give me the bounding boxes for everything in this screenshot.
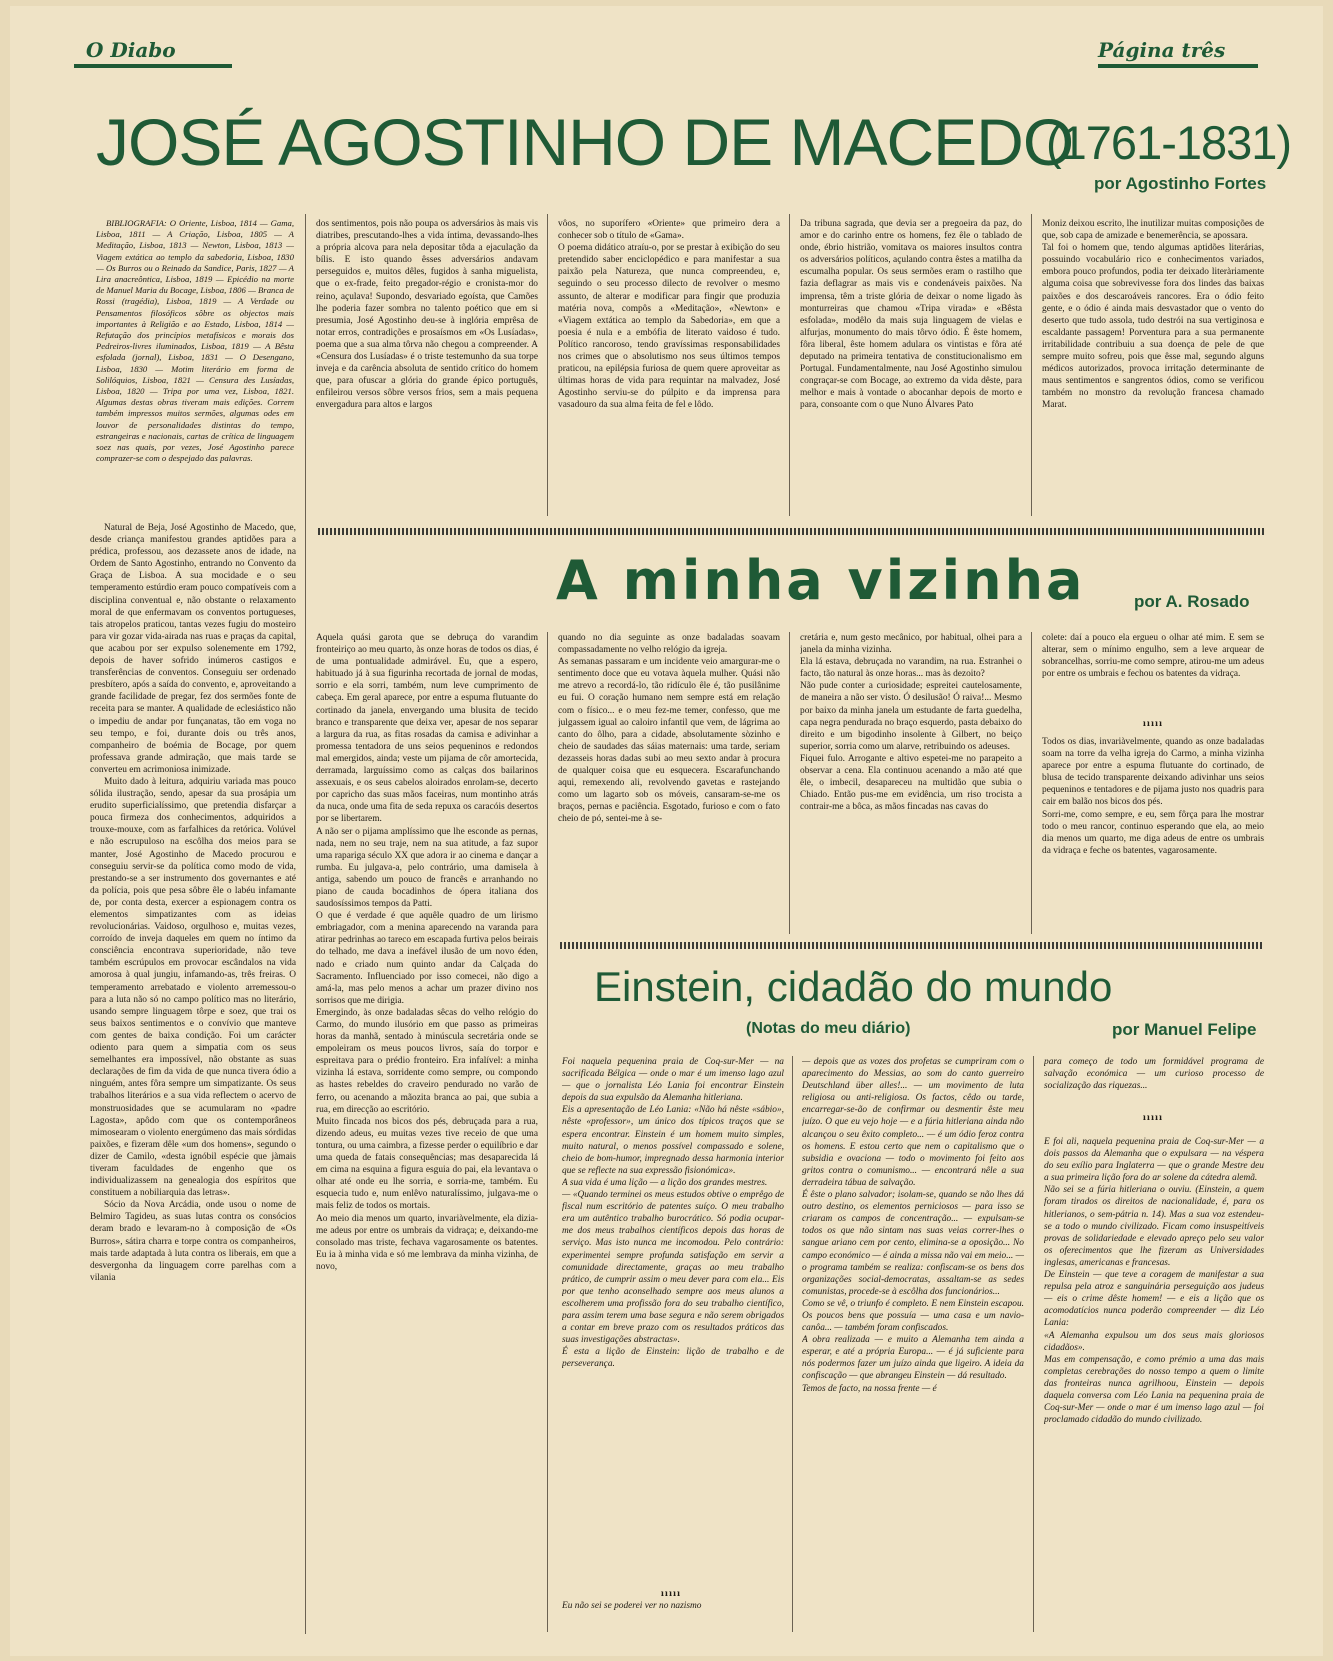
article3-title: Einstein, cidadão do mundo xyxy=(594,963,1113,1010)
header-left-rule xyxy=(74,64,232,68)
article1-title: JOSÉ AGOSTINHO DE MACEDO xyxy=(96,105,1074,179)
article1-dates: (1761-1831) xyxy=(1046,116,1292,169)
article1-bibliography: BIBLIOGRAFIA: O Oriente, Lisboa, 1814 — Gama, Lisboa, 1811 — A Criação, Lisboa, 1805 — A Meditação, Lisboa, 1813 — Newton, Lisboa, 1813 — Viagem extática ao templo da sabedoria, Lisboa, 1830 — Os Burros ou o Reinado da Sandice, Paris, 1827 — A Lira anacreôntica, Lisboa, 1819 — Epicédio na morte de Manuel Maria du Bocage, Lisboa, 1806 — Branca de Rossi (tragédia), Lisboa, 1819 — A Verdade ou Pensamentos filosóficos sôbre os objectos mais importantes à Religião e ao Estado, Lisboa, 1814 — Refutação dos princípios metafísicos e morais dos Pedreiros-livres iluminados, Lisboa, 1819 — A Bêsta esfolada (jornal), Lisboa, 1831 — O Desengano, Lisboa, 1830 — Motim literário em forma de Solilóquios, Lisboa, 1821 — Censura des Lusíadas, Lisboa, 1820 — Tripa por uma vez, Lisboa, 1821. Algumas destas obras tiveram mais edições. Correm também impressos muitos sermões, algumas odes em louvor de personalidades distintas do tempo, estrangeiras e nacionais, cartas de crítica de linguagem soez nas quais, por vezes, José Agostinho parece comprazer-se com o despejado das palavras. xyxy=(96,218,294,464)
article3-byline: por Manuel Felipe xyxy=(1112,1020,1257,1039)
article1-col4: Da tribuna sagrada, que devia ser a pregoeira da paz, do amor e do carinho entre os homens, fez êle o tablado de onde, ébrio histrião, vomitava os maiores insultos contra os adversários políticos, açulando contra êstes a matilha da escumalha popular. Os seus sermões eram o rastilho que fazia deflagrar as mais vis e condenáveis paixões. Na imprensa, têm a triste glória de deixar o nome ligado às monturreiras que chamou «Tripa virada» e «Bêsta esfolada», modêlo da mais suja linguagem de vielas e alfurjas, monumento do mais tôrvo ódio. É êste homem, fôra liberal, êste homem adulara os vintistas e fôra até deputado na primeira tentativa de constitucionalismo em Portugal. Fundamentalmente, nau José Agostinho simulou congraçar-se com Bocage, ao extremo da vida dêste, para melhor e mais à vontade o abocanhar depois de morto e para, consoante com o que Nuno Álvares Pato xyxy=(800,219,1022,411)
column-divider xyxy=(789,632,790,934)
column-divider xyxy=(789,214,790,516)
article2-col2: quando no dia seguinte as onze badaladas soavam compassadamente no velho relógio da igreja. As semanas passaram e um incidente veio amargurar-me o sentimento doce que eu votava àquela mulher. Quási não me atrevo a recordá-lo, tão ridículo êle é, tão pusilânime eu fui. O coração humano nem sempre está em relação com o físico... e o meu fez-me temer, confesso, que me julgassem igual ao caloiro infantil que vem, de lágrima ao canto do ôlho, para a cidade, absolutamente sòzinho e cheio de saudades das sáias maternais: uma tarde, seriam dezasseis horas dadas subi ao meu sexto andar à procura de qualquer coisa que eu esquecera. Escarafunchando aqui, remexendo ali, revolvendo gavetas e rastejando como um lagarto sob os móveis, cansaram-se-me os braços, pernas e paciência. Esgotado, furioso e com o fato cheio de pó, sentei-me à se- xyxy=(558,633,780,825)
article2-col3: cretária e, num gesto mecânico, por habitual, olhei para a janela da minha vizinha. Ela lá estava, debruçada no varandim, na rua. Estranhei o facto, tão natural às onze horas... mas às dezoito? Não pude conter a curiosidade; espreitei cautelosamente, de maneira a não ser visto. Ó desilusão! Ó raiva!... Mesmo por baixo da minha janela um estudante de farta guedelha, capa negra pendurada no braço esquerdo, pasta debaixo do direito e um bigodinho insolente à Gilbert, no beiço superior, sorria como um alarve, retribuindo os adeuses. Fiquei fulo. Arrogante e altivo espetei-me no parapeito a observar a cena. Ela continuou acenando a mão até que êle, o imbecil, desapareceu na multidão que subia o Chiado. Então pus-me em evidência, um riso trocista a contrair-me a bôca, as mãos fincadas nas cavas do xyxy=(800,633,1022,813)
column-divider xyxy=(1031,632,1032,934)
section-ornament: ııııı xyxy=(660,1588,682,1598)
article1-col3: vôos, no suporífero «Oriente» que primeiro dera a conhecer sob o título de «Gama». O poema didático atraíu-o, por se prestar à exibição do seu pretendido saber enciclopédico e para manifestar a sua paixão pela Natureza, que nunca compreendeu, e, seguindo o seu processo dilecto de revolver o mesmo assunto, de alterar e modificar para fingir que produzia matéria nova, compôs a «Meditação», «Newton» e «Viagem extática ao templo da Sabedoria», em que a poesia é nula e a embófia de literato vaidoso é tudo. Político rancoroso, tendo gravíssimas responsabilidades nos crimes que o absolutismo nos seus últimos tempos praticou, na epilépsia furiosa de quem quere aproveitar as últimas horas de vida para requintar na malvadez, José Agostinho serviu-se do púlpito e da imprensa para vasadouro da sua alma feita de fel e lôdo. xyxy=(558,219,780,411)
section-separator xyxy=(318,528,1264,535)
article3-subtitle: (Notas do meu diário) xyxy=(746,1020,911,1037)
column-divider xyxy=(1031,214,1032,516)
section-ornament: ııııı xyxy=(1142,718,1164,728)
article1-col2: dos sentimentos, pois não poupa os adversários às mais vis diatribes, prescutando-lhes a vida íntima, devassando-lhes a própria alcova para nela depositar tôda a ejaculação da bílis. E isto quando êsses adversários andavam perseguidos e, muitos dêles, fugidos à sanha miguelista, que o ex-frade, feito pregador-régio e cronista-mor do reino, açulava! Supondo, desvariado egoísta, que Camões lhe poderia fazer sombra no talento poético que em si presumia, José Agostinho deu-se à inglória emprêsa de notar erros, contradições e prosaísmos em «Os Lusíadas», poema que a sua alma tôrva não chegou a compreender. A «Censura dos Lusíadas» é o triste testemunho da sua torpe inveja e da carência absoluta de sentido crítico do homem que, para ofuscar a glória do grande épico português, enfileirou versos sôbre versos frios, sem a mais pequena envergadura para altos e largos xyxy=(316,219,538,411)
article2-col4: colete: daí a pouco ela ergueu o olhar até mim. E sem se alterar, sem o mínimo engulho, sem a leve arquear de sobrancelhas, sorriu-me como sempre, atirou-me um adeus por entre os umbrais e fechou os batentes da vidraça. xyxy=(1042,633,1264,680)
column-divider xyxy=(792,1056,793,1632)
paragraph: Muito dado à leitura, adquiriu variada mas pouco sólida ilustração, sendo, apesar da sua prosápia um erudito superficialíssimo, que pretendia disfarçar a pouca firmeza dos conhecimentos, adquiridos a trouxe-mouxe, com as farfalhices da retórica. Volúvel e não escrupuloso na escôlha dos meios para se manter, José Agostinho de Macedo procurou e conseguiu servir-se da política como modo de vida, prestando-se a ser instrumento dos governantes e até da polícia, pois que pesa sôbre êle o labéu infamante de, por conta desta, exercer a espionagem contra os elementos simpatizantes com as ideias revolucionárias. Vaidoso, orgulhoso e, muitas vezes, corroído de inveja daqueles em quem no íntimo da consciência encontrava superioridade, não teve também escrúpulos em provocar escândalos na vida amorosa à qual jungiu, infamando-as, três freiras. O temperamento arrebatado e violento arremessou-o para a luta não só no campo político mas no literário, usando sempre linguagem tôrpe e soez, que trai os seus baixos sentimentos e o convívio que manteve com gentes de baixa condição. Foi um carácter odiento para quem a simpatia com os seus semelhantes era impossível, não obstante as suas declarações de fim da vida de que nunca tivera ódio a ninguém, antes fôra sempre um simpatizante. Os seus trabalhos literários e a sua vida reflectem o acervo de monstruosidades que se acumularam no «padre Lagosta», apôdo com que os contemporâneos mimosearam o violento energúmeno das mais sórdidas paixões, e fizeram dêle «um dos homens», segundo o dizer de Camilo, «desta ignóbil espécie que jàmais tiveram faculdades de engenho que os individualizassem na genealogia dos espíritos que constituem a nobiliarquia das letras». xyxy=(90,776,296,1199)
article3-col2: — depois que as vozes dos profetas se cumpriram com o aparecimento do Messias, ao som do canto guerreiro Deutschland über alles!... — um movimento de luta religiosa ou anti-religiosa. Os factos, cêdo ou tarde, encarregar-se-ão de confirmar ou desmentir êste meu juízo. O que eu vejo hoje — e a fúria hitleriana ainda não alcançou o seu êxito completo... — é um ódio feroz contra os homens. E estou certo que nem o capitalismo que o subsidia e ovaciona — todo o movimento foi feito aos gritos contra o comunismo... — encontrará nêle a sua derradeira tábua de salvação. É êste o plano salvador; isolam-se, quando se não lhes dá outro destino, os elementos perniciosos — para isso se criaram os campos de concentração... — expulsam-se todos os que não sintam nas suas veias correr-lhes o sangue ariano cem por cento, elimina-se a oposição... No campo económico — é ainda a missa não vai em meio... — o programa também se realiza: confiscam-se os bens dos organizações social-democratas, assaltam-se as sedes comunistas, procede-se à escôlha dos funcionários... Como se vê, o triunfo é completo. E nem Einstein escapou. Os poucos bens que possuía — uma casa e um navio-canôa... — também foram confiscados. A obra realizada — e muito a Alemanha tem ainda a esperar, e até a própria Europa... — é já suficiente para nós podermos fazer um juízo ainda que ligeiro. A ideia da confiscação — que abrangeu Einstein — dá resultado. Temos de facto, na nossa frente — é xyxy=(802,1057,1024,1394)
column-divider xyxy=(305,214,306,1634)
paragraph: Natural de Beja, José Agostinho de Macedo, que, desde criança manifestou grandes aptidões para a prédica, professou, aos dezassete anos de idade, na Ordem de Santo Agostinho, entrando no Convento da Graça de Lisboa. A sua mocidade e o seu temperamento estúrdio eram pouco compatíveis com a disciplina conventual e, não obstante o relaxamento moral de que enfermavam os conventos portugueses, tais atropelos praticou, tantas vezes fugiu do mosteiro para vir gozar vida-airada nas ruas e praças da capital, que acabou por ser expulso solenemente em 1792, depois de haver sofrido inúmeros castigos e transferências de conventos. Conseguiu ser ordenado presbítero, após a saída do convento, e, aproveitando a grande facilidade de pregar, fez dos sermões fonte de receita para se manter. A qualidade de eclesiástico não o impediu de andar por funçanatas, tão em voga no seu tempo, e foi, durante dois ou três anos, companheiro de boémia de Bocage, por quem professava grande admiração, que mais tarde se converteu em acrimoniosa inimizade. xyxy=(90,523,296,775)
article3-col3b: E foi ali, naquela pequenina praia de Coq-sur-Mer — a dois passos da Alemanha que o expulsara — na véspera do seu exílio para Inglaterra — que o grande Mestre deu a sua primeira lição fora do ar solene da cátedra alemã. Não sei se a fúria hitleriana o ouviu. (Einstein, a quem foram tirados os direitos de nacionalidade, é, para os hitlerianos, o sem-pátria n. 14). Mas a sua voz estendeu-se a todo o mundo civilizado. Ficam como insuspeitíveis provas de solidariedade e elevado apreço pelo seu valor os oferecimentos que lhe fizeram as Universidades inglesas, americanas e francesas. De Einstein — que teve a coragem de manifestar a sua repulsa pela atroz e sanguinária perseguição aos judeus — eis o crime dêste homem! — e eis a lição que os acomodatícios nunca poderão compreender — diz Léo Lania: «A Alemanha expulsou um dos seus mais gloriosos cidadãos». Mas em compensação, e como prémio a uma das mais completas cerebrações do nosso tempo a quem o limite das fronteiras nunca agrilhoou, Einstein — depois daquela conversa com Léo Lania na pequenina praia de Coq-sur-Mer — onde o mar é um imenso lago azul — foi proclamado cidadão do mundo civilizado. xyxy=(1044,1137,1264,1426)
article2-byline: por A. Rosado xyxy=(1134,592,1250,611)
section-separator xyxy=(560,942,1264,949)
column-divider xyxy=(547,214,548,516)
article3-col3: para começo de todo um formidável programa de salvação económica — um curioso processo de socialização das riquezas... xyxy=(1044,1057,1264,1092)
article1-byline: por Agostinho Fortes xyxy=(1094,174,1267,193)
column-divider xyxy=(547,632,548,1632)
header-left: O Diabo xyxy=(86,38,176,62)
header-right: Página três xyxy=(1098,38,1226,62)
article3-col1: Foi naquela pequenina praia de Coq-sur-Mer — na sacrificada Bélgica — onde o mar é um imenso lago azul — que o jornalista Léo Lania foi encontrar Einstein depois da sua expulsão da Alemanha hitleriana. Eis a apresentação de Léo Lania: «Não há nêste «sábio», nêste «professor», um único dos típicos traços que se espera encontrar. Einstein é um homem muito simples, muito natural, o menos possível compassado e solene, cheio de bom-humor, impregnado dessa harmonia interior que se reflecte na sua expressão fisionómica». A sua vida é uma lição — a lição dos grandes mestres. — «Quando terminei os meus estudos obtive o emprêgo de fiscal num escritório de patentes suíço. O meu trabalho era um autêntico trabalho burocrático. Só podia ocupar-me dos meus trabalhos científicos depois das horas de serviço. Mas isto nunca me incomodou. Pelo contrário: experimentei sempre profunda satisfação em servir a comunidade directamente, graças ao meu trabalho prático, de cumprir assim o meu dever para com ela... Eis por que tenho aconselhado sempre aos meus alunos a escolherem uma profissão fora do seu trabalho científico, para assim terem uma base segura e não serem obrigados a contar em breve prazo com os resultados práticos das suas investigações abstractas». É esta a lição de Einstein: lição de trabalho e de perseverança. xyxy=(562,1057,784,1370)
article2-col1: Aquela quási garota que se debruça do varandim fronteiriço ao meu quarto, às onze horas de todos os dias, é de uma pontualidade admirável. Eu, que a espero, habituado já à sua figurinha recortada de jornal de modas, sorrio e ela sorri, também, num leve cumprimento de cabeça. Em geral aparece, por entre a espuma flutuante do cortinado da janela, envergando uma blusita de tecido branco e transparente que deixa ver, apesar de nos separar a largura da rua, as fitas rosadas da camisa e adivinhar a promessa tentadora de uns seios pequeninos e redondos mal emergidos, ainda; veste um pijama de côr amortecida, derramada, larguíssimo como as calças dos bailarinos assexuais, e os seus cabelos aloirados enrolam-se, decerto por capricho das suas mãos faceiras, num montinho atrás da nuca, onde uma fita de seda repuxa os caracóis desertos por se libertarem. A não ser o pijama amplíssimo que lhe esconde as pernas, nada, nem no seu traje, nem na sua atitude, a faz supor uma rapariga século XX que adora ir ao cinema e dançar a rumba. Eu julgava-a, pelo contrário, uma damisela à antiga, sabendo um pouco de francês e arranhando no piano de cauda bocadinhos de ópera italiana dos saudosíssimos tempos da Patti. O que é verdade é que aquêle quadro de um lirismo embriagador, com a menina aparecendo na varanda para atirar pedrinhas ao tareco em escapada furtiva pelos beirais do telhado, me dava a inefável ilusão de um novo éden, nado e criado num quinto andar da Calçada do Sacramento. Influenciado por isso comecei, não digo a amá-la, mas pelo menos a achar um prazer divino nos sorrisos que me dirigia. Emergindo, às onze badaladas sêcas do velho relógio do Carmo, do mundo ilusório em que passo as primeiras horas da manhã, sentado à minúscula secretária onde se empoleiram os meus poucos livros, saía do torpor e espreitava para o prédio fronteiro. Era infalível: a minha vizinha lá estava, sorridente como sempre, ou compondo as hastes rebeldes do craveiro pendurado no varão de ferro, ou acenando a mãozita branca ao pai, que subia a rua, em direcção ao escritório. Muito fincada nos bicos dos pés, debruçada para a rua, dizendo adeus, eu muitas vezes tive receio de que uma tontura, ou uma caimbra, a fizesse perder o equilíbrio e dar uma queda de fatais consequências; mas desaparecida lá em cima na esquina a figura esguia do pai, ela levantava o olhar até onde eu lhe sorria, e sorria-me, também. Eu esquecia tudo e, num enlêvo naturalíssimo, julgava-me o mais feliz de todos os mortais. Ao meio dia menos um quarto, invariàvelmente, ela dizia-me adeus por entre os umbrais da vidraça; e, deixando-me consolado mas triste, fechava vagarosamente os batentes. Eu ia à minha vida e só me lembrava da minha vizinha, de novo, xyxy=(316,633,538,1272)
article1-col5: Moniz deixou escrito, lhe inutilizar muitas composições de que, sob capa de amizade e benemerência, se apossara. Tal foi o homem que, tendo algumas aptidões literárias, possuindo vocabulário rico e conhecimentos variados, embora pouco profundos, podia ter deixado literàriamente alguma coisa que sobrevivesse fora dos lindes das baixas paixões e dos descaroáveis rancores. Era o ódio feito gente, e o ódio é ainda mais desvastador que o vento do deserto que tudo assola, tudo destrói na sua vertiginosa e escaldante passagem! Porventura para a sua permanente irritabilidade contribuiu a sua doença de pele de que sempre muito sofreu, pois que êsse mal, segundo alguns médicos autorizados, provoca irritação determinante de maus sentimentos e sangrentos ódios, como se verificou também no monstro da revolução francesa chamado Marat. xyxy=(1042,219,1264,411)
article3-col1b: Eu não sei se poderei ver no nazismo xyxy=(562,1601,702,1611)
section-ornament: ııııı xyxy=(1142,1112,1164,1122)
paragraph: Sócio da Nova Arcádia, onde usou o nome de Belmiro Tagideu, as suas lutas contra os consócios deram brado e levaram-no à composição de «Os Burros», sátira charra e torpe contra os companheiros, mais tarde adaptada à luta contra os liberais, em que a desvergonha da linguagem corre parelhas com a vilania xyxy=(90,1200,296,1283)
header-right-rule xyxy=(1098,64,1258,68)
article2-title: A minha vizinha xyxy=(556,549,1086,612)
column-divider xyxy=(1033,1056,1034,1632)
article1-col1 xyxy=(90,522,296,1637)
article2-col4b: Todos os dias, invariàvelmente, quando as onze badaladas soam na torre da velha igreja do Carmo, a minha vizinha aparece por entre a espuma flutuante do cortinado, de blusa de tecido transparente deixando adivinhar uns seios pequeninos e tentadores e de pijama justo nos quadris para cair em balão nos bicos dos pés. Sorri-me, como sempre, e eu, sem fôrça para lhe mostrar todo o meu rancor, continuo esperando que ela, ao meio dia menos um quarto, me diga adeus de entre os umbrais da vidraça e feche os batentes, vagarosamente. xyxy=(1042,737,1264,856)
